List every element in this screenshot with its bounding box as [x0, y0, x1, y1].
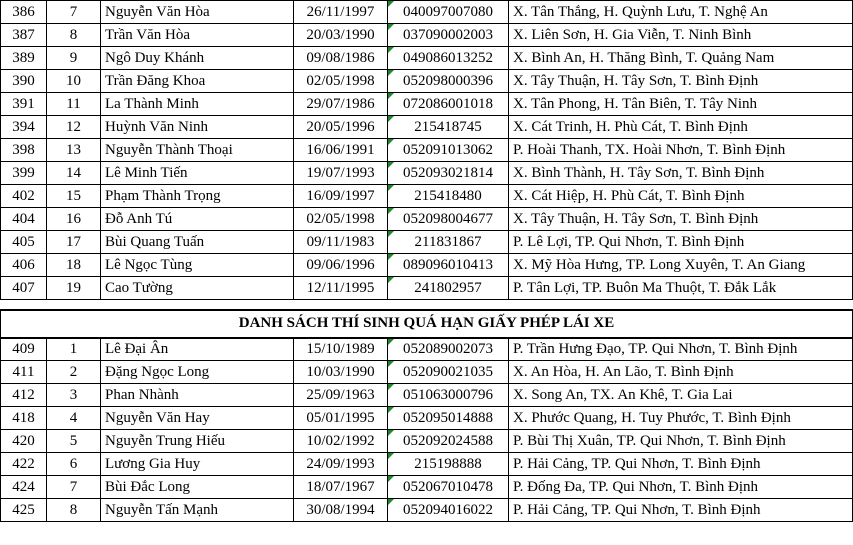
cell-birth-date[interactable]: 02/05/1998 — [294, 208, 388, 231]
cell-name[interactable]: Lê Ngọc Tùng — [101, 254, 294, 277]
cell-order[interactable]: 12 — [47, 116, 101, 139]
cell-birth-date[interactable]: 16/06/1991 — [294, 139, 388, 162]
cell-address[interactable]: P. Lê Lợi, TP. Qui Nhơn, T. Bình Định — [509, 231, 853, 254]
cell-id[interactable]: 409 — [1, 338, 47, 361]
cell-id[interactable]: 399 — [1, 162, 47, 185]
cell-name[interactable]: Lê Đại Ân — [101, 338, 294, 361]
cell-address[interactable]: P. Đống Đa, TP. Qui Nhơn, T. Bình Định — [509, 476, 853, 499]
cell-birth-date[interactable]: 20/03/1990 — [294, 24, 388, 47]
cell-birth-date[interactable]: 19/07/1993 — [294, 162, 388, 185]
cell-birth-date[interactable]: 09/06/1996 — [294, 254, 388, 277]
cell-birth-date[interactable]: 30/08/1994 — [294, 499, 388, 522]
section-header-row — [1, 310, 853, 338]
cell-birth-date[interactable]: 09/08/1986 — [294, 47, 388, 70]
cell-order[interactable]: 6 — [47, 453, 101, 476]
cell-address[interactable]: X. Phước Quang, H. Tuy Phước, T. Bình Định — [509, 407, 853, 430]
table-row — [1, 1, 853, 24]
cell-id[interactable]: 402 — [1, 185, 47, 208]
cell-birth-date[interactable]: 16/09/1997 — [294, 185, 388, 208]
cell-address[interactable]: X. Tây Thuận, H. Tây Sơn, T. Bình Định — [509, 208, 853, 231]
table-row — [1, 254, 853, 277]
cell-birth-date[interactable]: 09/11/1983 — [294, 231, 388, 254]
table-row — [1, 277, 853, 300]
cell-id[interactable]: 406 — [1, 254, 47, 277]
cell-id-number[interactable]: 052089002073 — [388, 338, 509, 361]
cell-address[interactable]: X. An Hòa, H. An Lão, T. Bình Định — [509, 361, 853, 384]
cell-id-number[interactable]: 052098004677 — [388, 208, 509, 231]
cell-name[interactable]: Nguyễn Văn Hòa — [101, 1, 294, 24]
cell-order[interactable]: 2 — [47, 361, 101, 384]
cell-id[interactable]: 405 — [1, 231, 47, 254]
table-row — [1, 361, 853, 384]
cell-id[interactable]: 390 — [1, 70, 47, 93]
cell-id-number[interactable]: 052090021035 — [388, 361, 509, 384]
cell-id-number[interactable]: 089096010413 — [388, 254, 509, 277]
cell-order[interactable]: 5 — [47, 430, 101, 453]
cell-name[interactable]: La Thành Minh — [101, 93, 294, 116]
table-row — [1, 70, 853, 93]
table-row — [1, 185, 853, 208]
table-row — [1, 430, 853, 453]
cell-id-number[interactable]: 241802957 — [388, 277, 509, 300]
cell-order[interactable]: 19 — [47, 277, 101, 300]
cell-order[interactable]: 4 — [47, 407, 101, 430]
cell-id-number[interactable]: 052093021814 — [388, 162, 509, 185]
table-row — [1, 407, 853, 430]
cell-order[interactable]: 3 — [47, 384, 101, 407]
cell-id[interactable]: 411 — [1, 361, 47, 384]
cell-address[interactable]: X. Bình An, H. Thăng Bình, T. Quảng Nam — [509, 47, 853, 70]
cell-id[interactable]: 425 — [1, 499, 47, 522]
cell-birth-date[interactable]: 12/11/1995 — [294, 277, 388, 300]
cell-id-number[interactable]: 215418480 — [388, 185, 509, 208]
cell-id[interactable]: 422 — [1, 453, 47, 476]
cell-address[interactable]: X. Cát Trinh, H. Phù Cát, T. Bình Định — [509, 116, 853, 139]
cell-address[interactable]: X. Liên Sơn, H. Gia Viễn, T. Ninh Bình — [509, 24, 853, 47]
cell-order[interactable]: 14 — [47, 162, 101, 185]
cell-birth-date[interactable]: 18/07/1967 — [294, 476, 388, 499]
table-row — [1, 139, 853, 162]
cell-name[interactable]: Trần Văn Hòa — [101, 24, 294, 47]
cell-id-number[interactable]: 052098000396 — [388, 70, 509, 93]
cell-id-number[interactable]: 052094016022 — [388, 499, 509, 522]
cell-address[interactable]: X. Tân Phong, H. Tân Biên, T. Tây Ninh — [509, 93, 853, 116]
table-row — [1, 231, 853, 254]
cell-birth-date[interactable]: 02/05/1998 — [294, 70, 388, 93]
cell-id[interactable]: 407 — [1, 277, 47, 300]
table-row — [1, 24, 853, 47]
cell-birth-date[interactable]: 20/05/1996 — [294, 116, 388, 139]
cell-name[interactable]: Cao Tường — [101, 277, 294, 300]
table-row — [1, 338, 853, 361]
cell-name[interactable]: Đặng Ngọc Long — [101, 361, 294, 384]
cell-name[interactable]: Đỗ Anh Tú — [101, 208, 294, 231]
cell-order[interactable]: 10 — [47, 70, 101, 93]
cell-id-number[interactable]: 052092024588 — [388, 430, 509, 453]
cell-order[interactable]: 9 — [47, 47, 101, 70]
cell-address[interactable]: P. Hoài Thanh, TX. Hoài Nhơn, T. Bình Định — [509, 139, 853, 162]
cell-birth-date[interactable]: 29/07/1986 — [294, 93, 388, 116]
cell-id[interactable]: 412 — [1, 384, 47, 407]
cell-id[interactable]: 418 — [1, 407, 47, 430]
cell-id-number[interactable]: 049086013252 — [388, 47, 509, 70]
section-title[interactable]: DANH SÁCH THÍ SINH QUÁ HẠN GIẤY PHÉP LÁI XE — [1, 310, 853, 338]
cell-address[interactable]: P. Bùi Thị Xuân, TP. Qui Nhơn, T. Bình Định — [509, 430, 853, 453]
cell-name[interactable]: Nguyễn Trung Hiếu — [101, 430, 294, 453]
cell-name[interactable]: Nguyễn Tấn Mạnh — [101, 499, 294, 522]
cell-address[interactable]: X. Cát Hiệp, H. Phù Cát, T. Bình Định — [509, 185, 853, 208]
cell-birth-date[interactable]: 05/01/1995 — [294, 407, 388, 430]
cell-id-number[interactable]: 211831867 — [388, 231, 509, 254]
cell-name[interactable]: Lương Gia Huy — [101, 453, 294, 476]
cell-name[interactable]: Phan Nhành — [101, 384, 294, 407]
cell-id-number[interactable]: 037090002003 — [388, 24, 509, 47]
cell-name[interactable]: Bùi Đắc Long — [101, 476, 294, 499]
spacer-row — [1, 300, 853, 310]
cell-name[interactable]: Huỳnh Văn Ninh — [101, 116, 294, 139]
cell-name[interactable]: Bùi Quang Tuấn — [101, 231, 294, 254]
cell-address[interactable]: X. Bình Thành, H. Tây Sơn, T. Bình Định — [509, 162, 853, 185]
cell-birth-date[interactable]: 25/09/1963 — [294, 384, 388, 407]
cell-id-number[interactable]: 052095014888 — [388, 407, 509, 430]
cell-address[interactable]: X. Tân Thắng, H. Quỳnh Lưu, T. Nghệ An — [509, 1, 853, 24]
cell-id-number[interactable]: 052067010478 — [388, 476, 509, 499]
cell-address[interactable]: P. Hải Cảng, TP. Qui Nhơn, T. Bình Định — [509, 453, 853, 476]
cell-birth-date[interactable]: 10/02/1992 — [294, 430, 388, 453]
cell-order[interactable]: 11 — [47, 93, 101, 116]
spacer-cell — [1, 300, 853, 310]
cell-id[interactable]: 404 — [1, 208, 47, 231]
cell-id[interactable]: 424 — [1, 476, 47, 499]
cell-id[interactable]: 387 — [1, 24, 47, 47]
cell-order[interactable]: 15 — [47, 185, 101, 208]
cell-order[interactable]: 13 — [47, 139, 101, 162]
cell-order[interactable]: 18 — [47, 254, 101, 277]
table-row — [1, 162, 853, 185]
cell-id[interactable]: 420 — [1, 430, 47, 453]
cell-name[interactable]: Lê Minh Tiến — [101, 162, 294, 185]
cell-birth-date[interactable]: 26/11/1997 — [294, 1, 388, 24]
cell-id[interactable]: 386 — [1, 1, 47, 24]
table-row — [1, 453, 853, 476]
cell-birth-date[interactable]: 10/03/1990 — [294, 361, 388, 384]
cell-name[interactable]: Nguyễn Văn Hay — [101, 407, 294, 430]
cell-id-number[interactable]: 072086001018 — [388, 93, 509, 116]
cell-address[interactable]: P. Tân Lợi, TP. Buôn Ma Thuột, T. Đắk Lắk — [509, 277, 853, 300]
cell-name[interactable]: Phạm Thành Trọng — [101, 185, 294, 208]
cell-order[interactable]: 16 — [47, 208, 101, 231]
cell-birth-date[interactable]: 15/10/1989 — [294, 338, 388, 361]
cell-id-number[interactable]: 051063000796 — [388, 384, 509, 407]
table-row — [1, 116, 853, 139]
table-row — [1, 47, 853, 70]
cell-order[interactable]: 7 — [47, 1, 101, 24]
cell-id-number[interactable]: 040097007080 — [388, 1, 509, 24]
cell-address[interactable]: X. Tây Thuận, H. Tây Sơn, T. Bình Định — [509, 70, 853, 93]
cell-address[interactable]: X. Song An, TX. An Khê, T. Gia Lai — [509, 384, 853, 407]
cell-name[interactable]: Nguyễn Thành Thoại — [101, 139, 294, 162]
cell-id[interactable]: 391 — [1, 93, 47, 116]
cell-order[interactable]: 17 — [47, 231, 101, 254]
table-row — [1, 499, 853, 522]
table-row — [1, 476, 853, 499]
cell-id-number[interactable]: 052091013062 — [388, 139, 509, 162]
cell-id[interactable]: 394 — [1, 116, 47, 139]
cell-name[interactable]: Trần Đăng Khoa — [101, 70, 294, 93]
table-row — [1, 208, 853, 231]
cell-address[interactable]: P. Hải Cảng, TP. Qui Nhơn, T. Bình Định — [509, 499, 853, 522]
cell-id[interactable]: 398 — [1, 139, 47, 162]
cell-id-number[interactable]: 215418745 — [388, 116, 509, 139]
cell-order[interactable]: 8 — [47, 24, 101, 47]
cell-order[interactable]: 7 — [47, 476, 101, 499]
cell-order[interactable]: 8 — [47, 499, 101, 522]
cell-order[interactable]: 1 — [47, 338, 101, 361]
cell-name[interactable]: Ngô Duy Khánh — [101, 47, 294, 70]
cell-address[interactable]: P. Trần Hưng Đạo, TP. Qui Nhơn, T. Bình Định — [509, 338, 853, 361]
cell-address[interactable]: X. Mỹ Hòa Hưng, TP. Long Xuyên, T. An Giang — [509, 254, 853, 277]
cell-id[interactable]: 389 — [1, 47, 47, 70]
cell-id-number[interactable]: 215198888 — [388, 453, 509, 476]
table-row — [1, 384, 853, 407]
cell-birth-date[interactable]: 24/09/1993 — [294, 453, 388, 476]
table-row — [1, 93, 853, 116]
